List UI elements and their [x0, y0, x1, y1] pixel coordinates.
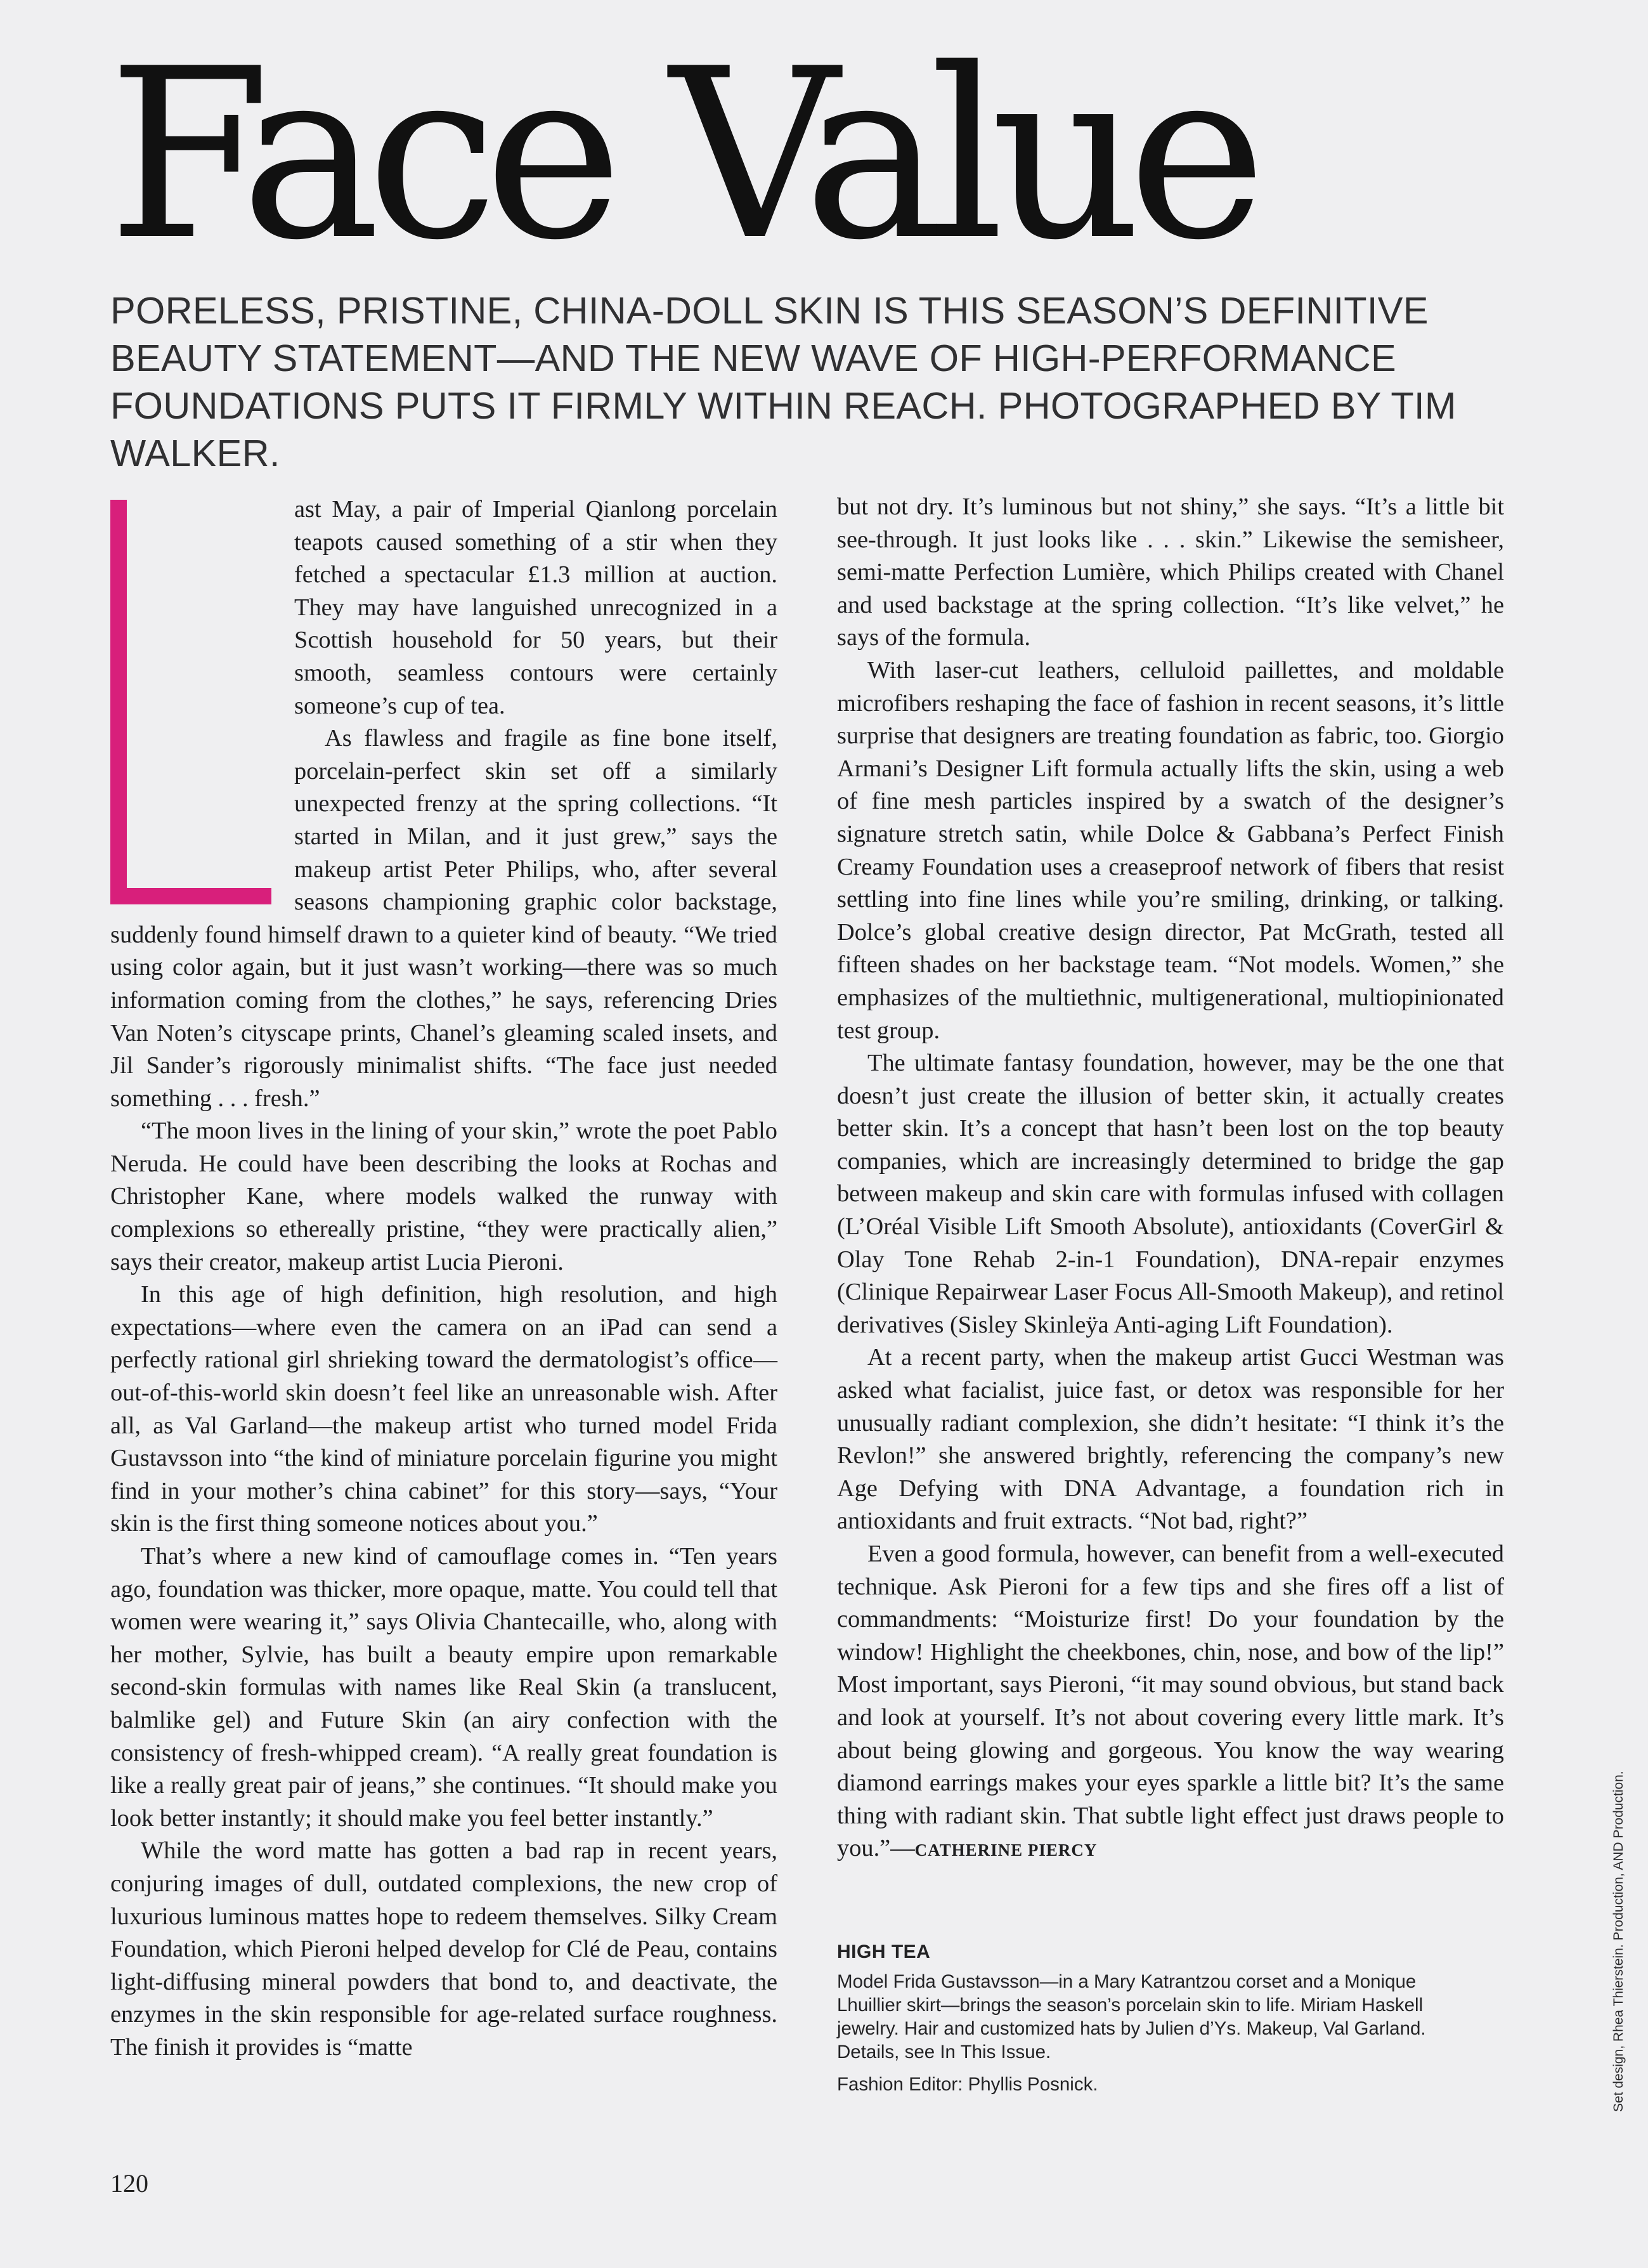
drop-cap-l	[110, 500, 271, 904]
paragraph-8: With laser-cut leathers, celluloid paillettes, and moldable microfibers reshaping the face of fashion in recent seasons, it’s little surprise that designers are treating foundation as fabric, too. Giorgio Armani’s Designer Lift formula actually lifts the skin, using a web of fine mesh particles inspired by a swatch of the designer’s signature stretch satin, while Dolce & Gabbana’s Perfect Finish Creamy Foundation uses a creaseproof network of fibers that resist settling into fine lines while you’re smiling, drinking, or talking. Dolce’s global creative design director, Pat McGrath, tested all fifteen shades on her backstage team. “Not models. Women,” she emphasizes of the multiethnic, multigenerational, multiopinionated test group.	[837, 656, 1504, 1044]
paragraph-11	[837, 1538, 1504, 1867]
paragraph-9: The ultimate fantasy foundation, however, may be the one that doesn’t just create the illusion of better skin, it actually creates better skin. It’s a concept that hasn’t been lost on the top beauty companies, which are increasingly determined to bridge the gap between makeup and skin care with formulas infused with collagen (L’Oréal Visible Lift Smooth Absolute), antioxidants (CoverGirl & Olay Tone Rehab 2-in-1 Foundation), DNA-repair enzymes (Clinique Repairwear Laser Focus All-Smooth Makeup), and retinol derivatives (Sisley Skinleÿa Anti-aging Lift Foundation).	[837, 1050, 1504, 1338]
paragraph-5: That’s where a new kind of camouflage comes in. “Ten years ago, foundation was thicker, more opaque, matte. You could tell that women were wearing it,” says Olivia Chantecaille, who, along with her mother, Sylvie, has built a beauty empire upon remarkable second-skin formulas with names like Real Skin (a translucent, balmlike gel) and Future Skin (an airy confection with the consistency of fresh-whipped cream). “A really great foundation is like a really great pair of jeans,” she continues. “It should make you look better instantly; it should make you feel better instantly.”	[110, 1543, 777, 1832]
drop-cap-foot	[110, 888, 271, 904]
headline: Face Value	[108, 19, 1253, 292]
caption-text: Model Frida Gustavsson—in a Mary Katrantzou corset and a Monique Lhuillier skirt—brings the season’s porcelain skin to life. Miriam Haskell jewelry. Hair and customized hats by Julien d’Ys. Makeup, Val Garland. Details, see In This Issue.	[837, 1971, 1426, 2063]
paragraph-2: As flawless and fragile as fine bone itself, porcelain-perfect skin set off a similarly unexpected frenzy at the spring collections. “It started in Milan, and it just grew,” says the makeup artist Peter Philips, who, after several seasons championing graphic color backstage, suddenly found himself drawn to a quieter kind of beauty. “We tried using color again, but it just wasn’t working—there was so much information coming from the clothes,” he says, referencing Dries Van Noten’s cityscape prints, Chanel’s gleaming scaled insets, and Jil Sander’s rigorously minimalist shifts. “The face just needed something . . . fresh.”	[110, 725, 777, 1112]
article-column-2	[837, 491, 1504, 1867]
paragraph-10: At a recent party, when the makeup artist Gucci Westman was asked what facialist, juice fast, or detox was responsible for her unusually radiant complexion, she didn’t hesitate: “I think it’s the Revlon!” she answered brightly, referencing the company’s new Age Defying with DNA Advantage, a foundation rich in antioxidants and fruit extracts. “Not bad, right?”	[837, 1344, 1504, 1535]
page-number: 120	[110, 2169, 148, 2198]
paragraph-3: “The moon lives in the lining of your skin,” wrote the poet Pablo Neruda. He could have been describing the looks at Rochas and Christopher Kane, where models walked the runway with complexions so ethereally pristine, “they were practically alien,” says their creator, makeup artist Lucia Pieroni.	[110, 1118, 777, 1275]
paragraph-1: ast May, a pair of Imperial Qianlong porcelain teapots caused something of a stir when they fetched a spectacular £1.3 million at auction. They may have languished unrecognized in a Scottish household for 50 years, but their smooth, seamless contours were certainly someone’s cup of tea.	[294, 496, 777, 719]
paragraph-4: In this age of high definition, high resolution, and high expectations—where even the camera on an iPad can send a perfectly rational girl shrieking toward the dermatologist’s office—out-of-this-world skin doesn’t feel like an unreasonable wish. After all, as Val Garland—the makeup artist who turned model Frida Gustavsson into “the kind of miniature porcelain figurine you might find in your mother’s china cabinet” for this story—says, “Your skin is the first thing someone notices about you.”	[110, 1281, 777, 1537]
dek: PORELESS, PRISTINE, CHINA-DOLL SKIN IS THIS SEASON’S DEFINITIVE BEAUTY STATEMENT—AND THE NEW WAVE OF HIGH-PERFORMANCE FOUNDATIONS PUTS IT FIRMLY WITHIN REACH. PHOTOGRAPHED BY TIM WALKER.	[110, 289, 1457, 474]
byline: CATHERINE PIERCY	[914, 1841, 1098, 1860]
drop-cap-stem	[110, 500, 127, 904]
caption-heading: HIGH TEA	[837, 1941, 931, 1962]
photo-credit: Set design, Rhea Thierstein. Production, AND Production.	[1611, 1771, 1626, 2112]
photo-caption	[837, 1939, 1471, 2096]
paragraph-7: but not dry. It’s luminous but not shiny,” she says. “It’s a little bit see-through. It just looks like . . . skin.” Likewise the semisheer, semi-matte Perfection Lumière, which Philips created with Chanel and used backstage at the spring collection. “It’s like velvet,” he says of the formula.	[837, 493, 1504, 651]
caption-fashion-editor: Fashion Editor: Phyllis Posnick.	[837, 2074, 1098, 2095]
paragraph-11-text: Even a good formula, however, can benefit from a well-executed technique. Ask Pieroni for a few tips and she fires off a list of commandments: “Moisturize first! Do your foundation by the window! Highlight the cheekbones, chin, nose, and bow of the lip!” Most important, says Pieroni, “it may sound obvious, but stand back and look at yourself. It’s not about covering every little mark. It’s about being glowing and gorgeous. You know the way wearing diamond earrings makes your eyes sparkle a little bit? It’s the same thing with radiant skin. That subtle light effect just draws people to you.”—	[837, 1541, 1504, 1862]
paragraph-6: While the word matte has gotten a bad rap in recent years, conjuring images of dull, outdated complexions, the new crop of luxurious luminous mattes hope to redeem themselves. Silky Cream Foundation, which Pieroni helped develop for Clé de Peau, contains light-diffusing mineral powders that bond to, and deactivate, the enzymes in the skin responsible for age-related surface roughness. The finish it provides is “matte	[110, 1837, 777, 2061]
article-column-1	[110, 493, 777, 2064]
